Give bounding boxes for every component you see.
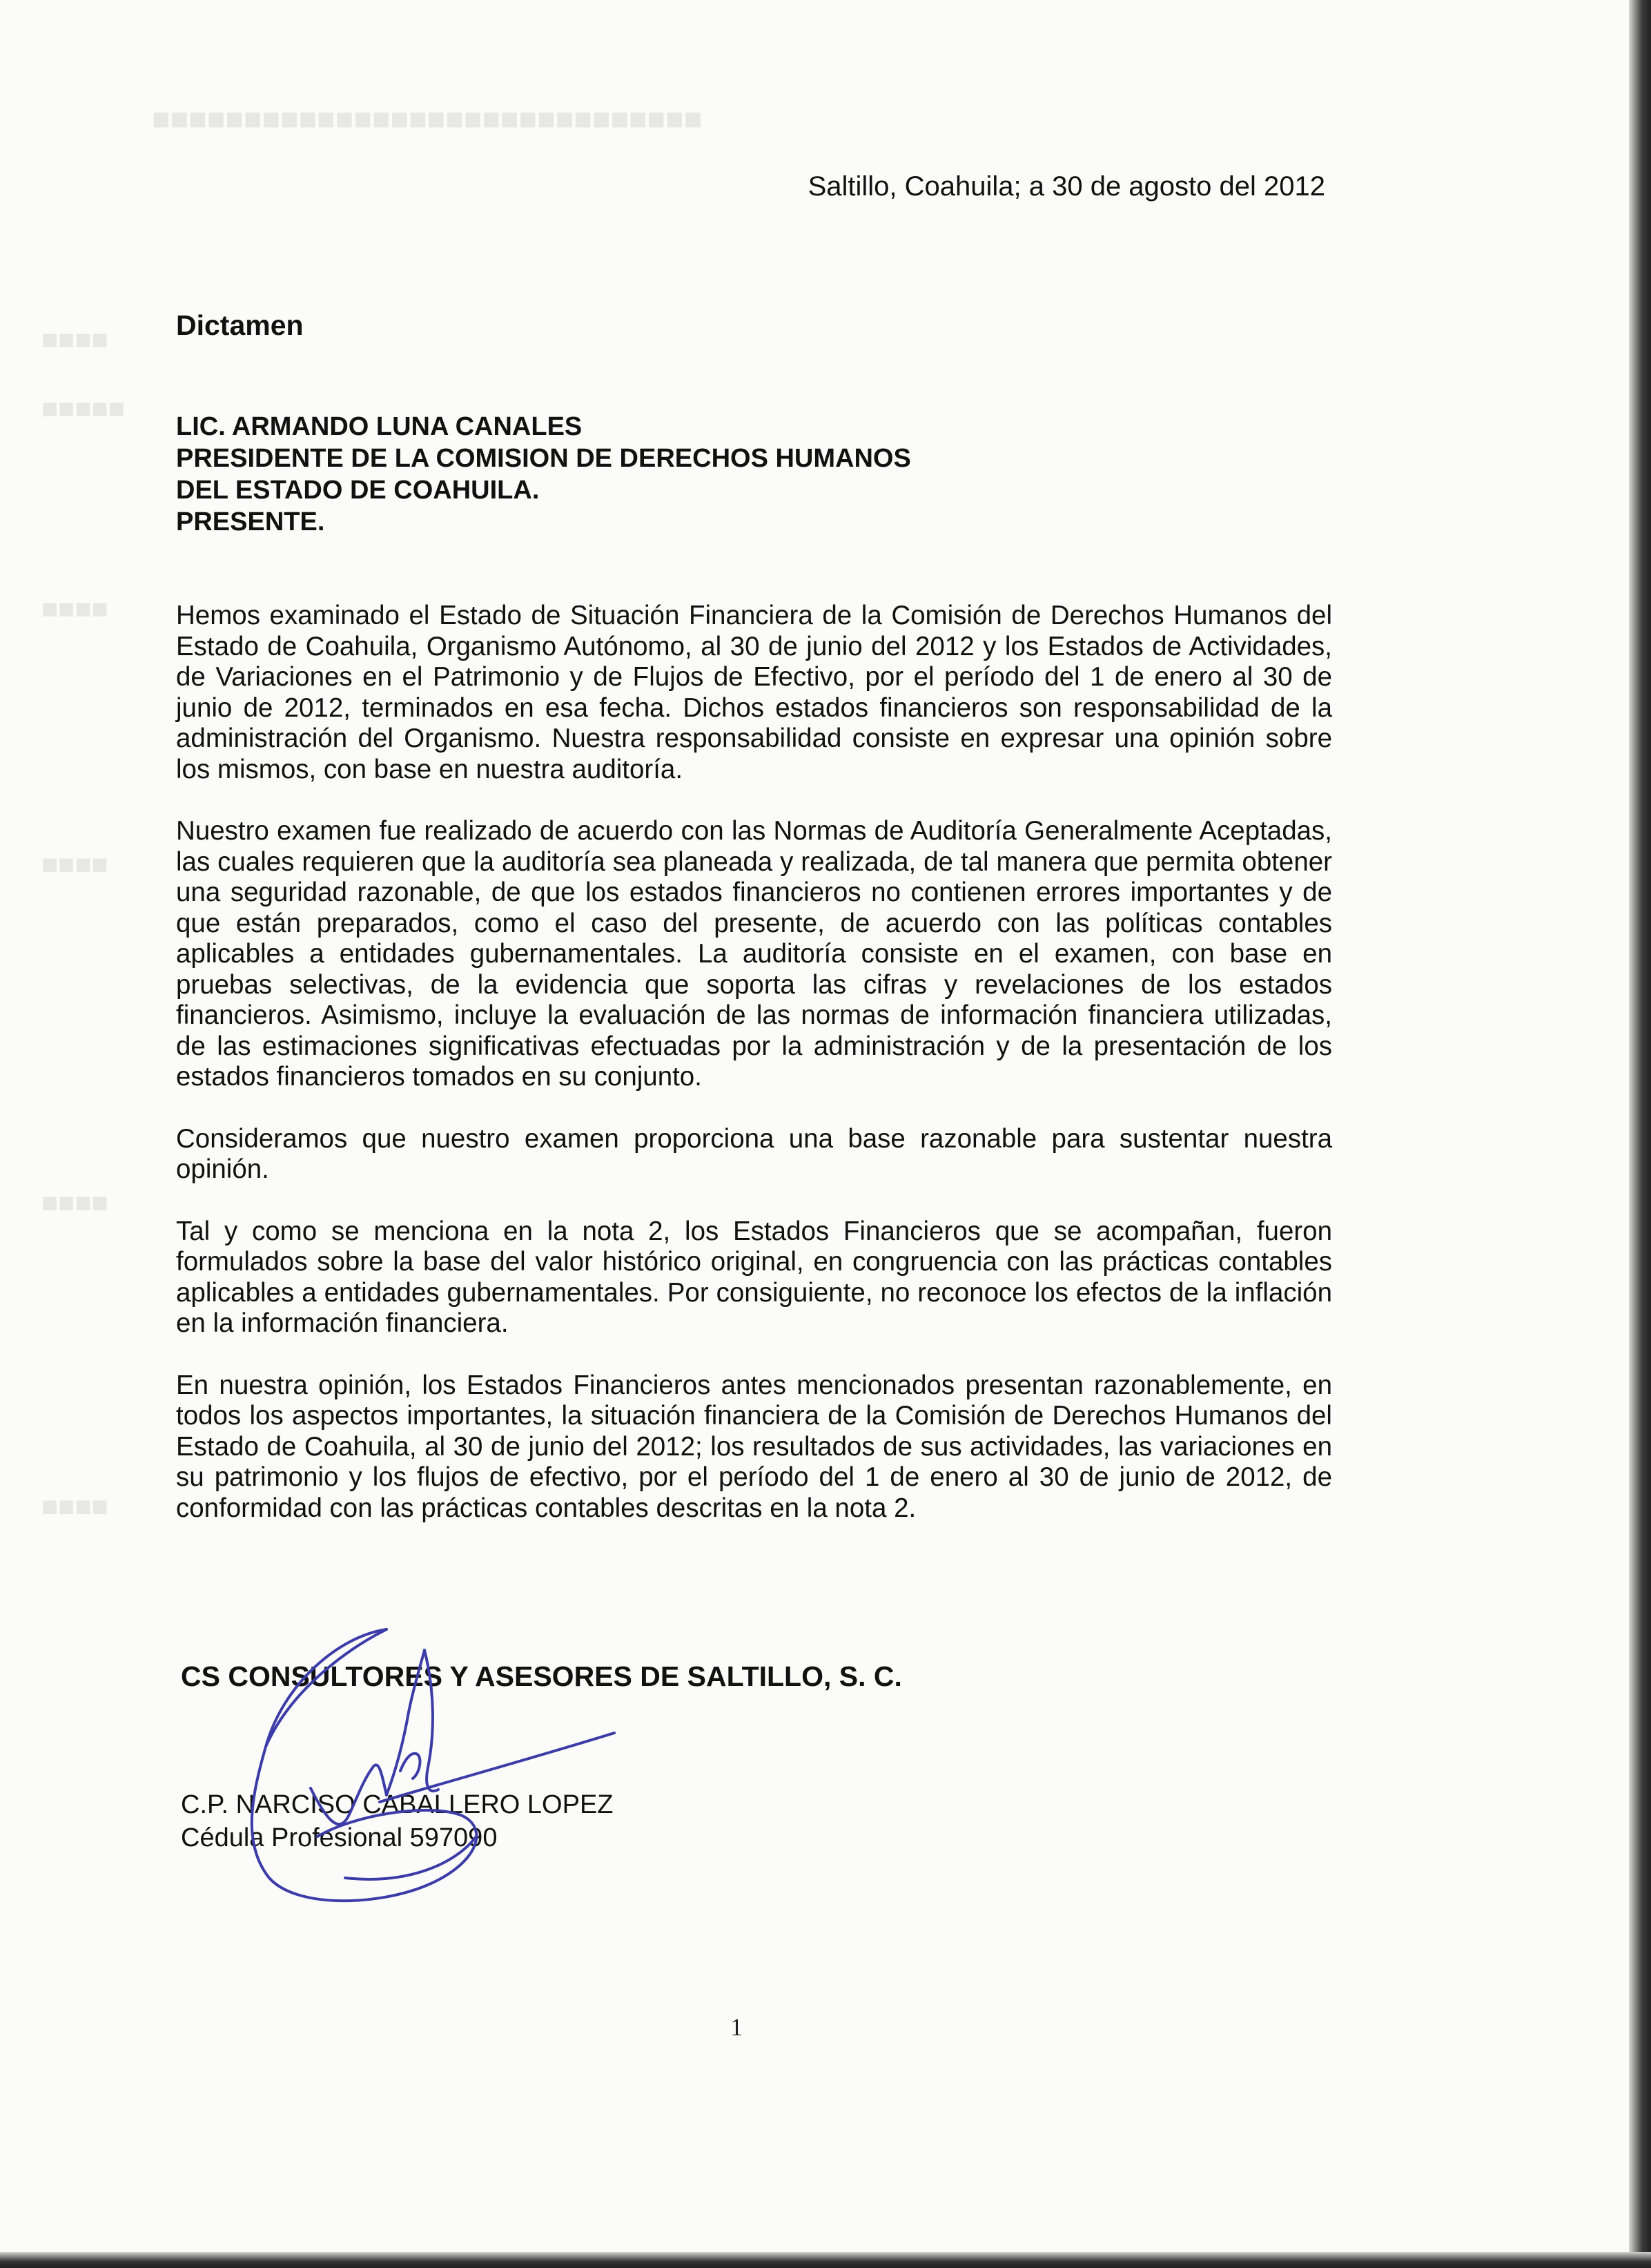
show-through-artifact: ■■■■■ (41, 394, 125, 424)
show-through-artifact: ■■■■ (41, 324, 108, 355)
addressee-line: DEL ESTADO DE COAHUILA. (176, 476, 540, 505)
place-date: Saltillo, Coahuila; a 30 de agosto del 2012 (808, 171, 1325, 202)
body-paragraph: Nuestro examen fue realizado de acuerdo con las Normas de Auditoría Generalmente Aceptadas, las cuales requieren que la auditoría sea planeada y realizada, de tal manera que permita obtener una seguridad razonable, de que los estados financieros no contienen errores importantes y de que están preparados, como el caso del presente, de acuerdo con las políticas contables aplicables a entidades gubernamentales. La auditoría consiste en el examen, con base en pruebas selectivas, de la evidencia que soporta las cifras y revelaciones de los estados financieros. Asimismo, incluye la evaluación de las normas de información financiera utilizadas, de las estimaciones significativas efectuadas por la administración y de la presentación de los estados financieros tomados en su conjunto. (176, 816, 1332, 1092)
show-through-artifact: ■■■■ (41, 1188, 108, 1218)
handwritten-signature (228, 1609, 642, 1912)
show-through-artifact: ■■■■ (41, 1491, 108, 1522)
document-heading: Dictamen (176, 309, 304, 341)
scan-edge-right (1629, 0, 1651, 2268)
body-paragraph: En nuestra opinión, los Estados Financieros antes mencionados presentan razonablemente, en todos los aspectos importantes, la situación financiera de la Comisión de Derechos Humanos del Estado de Coahuila, al 30 de junio del 2012; los resultados de sus actividades, las variaciones en su patrimonio y los flujos de efectivo, por el período del 1 de enero al 30 de junio de 2012, de conformidad con las prácticas contables descritas en la nota 2. (176, 1370, 1332, 1523)
show-through-artifact: ■■■■ (41, 849, 108, 880)
body-paragraph: Consideramos que nuestro examen proporciona una base razonable para sustentar nuestra opinión. (176, 1123, 1332, 1184)
scan-edge-bottom (0, 2252, 1651, 2268)
addressee-block (176, 411, 911, 538)
page-number: 1 (730, 2013, 743, 2041)
body-paragraph: Tal y como se menciona en la nota 2, los Estados Financieros que se acompañan, fueron formulados sobre la base del valor histórico original, en congruencia con las prácticas contables aplicables a entidades gubernamentales. Por consiguiente, no reconoce los efectos de la inflación en la información financiera. (176, 1216, 1332, 1338)
show-through-artifact: ■■■■ (41, 594, 108, 624)
addressee-line: PRESIDENTE DE LA COMISION DE DERECHOS HUMANOS (176, 444, 911, 473)
body-paragraph: Hemos examinado el Estado de Situación Financiera de la Comisión de Derechos Humanos del Estado de Coahuila, Organismo Autónomo, al 30 de junio del 2012 y los Estados de Actividades, de Variaciones en el Patrimonio y de Flujos de Efectivo, por el período del 1 de enero al 30 de junio de 2012, terminados en esa fecha. Dichos estados financieros son responsabilidad de la administración del Organismo. Nuestra responsabilidad consiste en expresar una opinión sobre los mismos, con base en nuestra auditoría. (176, 601, 1332, 784)
show-through-artifact: ■■■■■■■■■■■■■■■■■■■■■■■■■■■■■■ (152, 102, 703, 136)
firm-name: CS CONSULTORES Y ASESORES DE SALTILLO, S. C. (181, 1660, 902, 1692)
addressee-line: LIC. ARMANDO LUNA CANALES (176, 412, 583, 441)
signer-license: Cédula Profesional 597090 (181, 1823, 498, 1852)
addressee-line: PRESENTE. (176, 507, 325, 536)
signer-name: C.P. NARCISO CABALLERO LOPEZ (181, 1790, 614, 1819)
letter-body (176, 601, 1332, 1555)
